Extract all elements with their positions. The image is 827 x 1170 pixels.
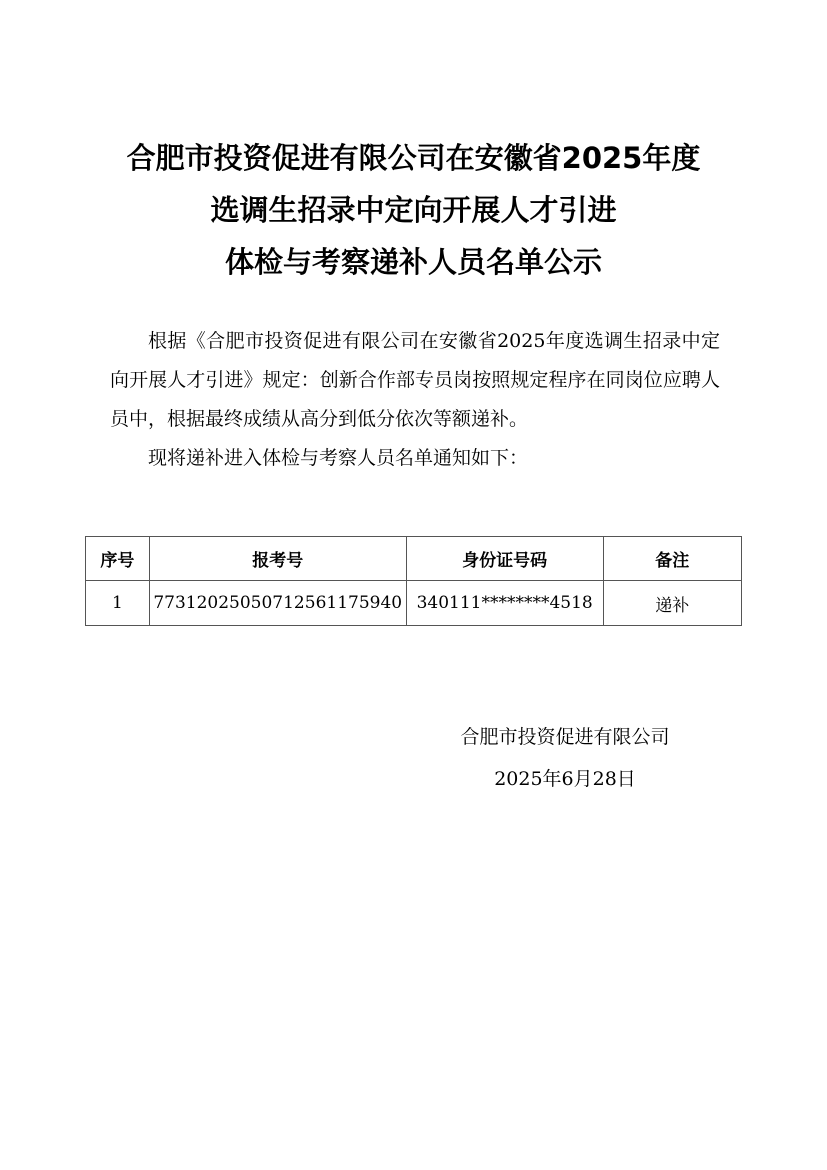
- cell-seq: 1: [86, 581, 150, 626]
- table-row: [86, 581, 742, 626]
- header-seq: 序号: [86, 537, 150, 581]
- body-paragraph-2: 现将递补进入体检与考察人员名单通知如下：: [148, 447, 529, 469]
- header-exam-number: 报考号: [149, 537, 406, 581]
- table-header-row: [86, 537, 742, 581]
- cell-exam-number: 77312025050712561175940: [149, 581, 406, 626]
- signature-date: 2025年6月28日: [494, 768, 636, 790]
- cell-remarks: 递补: [603, 581, 741, 626]
- candidate-table: [85, 536, 742, 626]
- header-remarks: 备注: [603, 537, 741, 581]
- title-line-1: 合肥市投资促进有限公司在安徽省2025年度: [126, 141, 701, 175]
- header-id-number: 身份证号码: [406, 537, 603, 581]
- title-line-2: 选调生招录中定向开展人才引进: [210, 193, 617, 227]
- cell-id-number: 340111********4518: [406, 581, 603, 626]
- document-title: [0, 132, 827, 288]
- title-line-3: 体检与考察递补人员名单公示: [224, 245, 602, 279]
- signature-block: [420, 716, 710, 800]
- signature-organization: 合肥市投资促进有限公司: [460, 726, 670, 748]
- document-body: [110, 322, 720, 478]
- body-paragraph-1: 根据《合肥市投资促进有限公司在安徽省2025年度选调生招录中定向开展人才引进》规定：创新合作部专员岗按照规定程序在同岗位应聘人员中，根据最终成绩从高分到低分依次等额递补。: [110, 330, 720, 430]
